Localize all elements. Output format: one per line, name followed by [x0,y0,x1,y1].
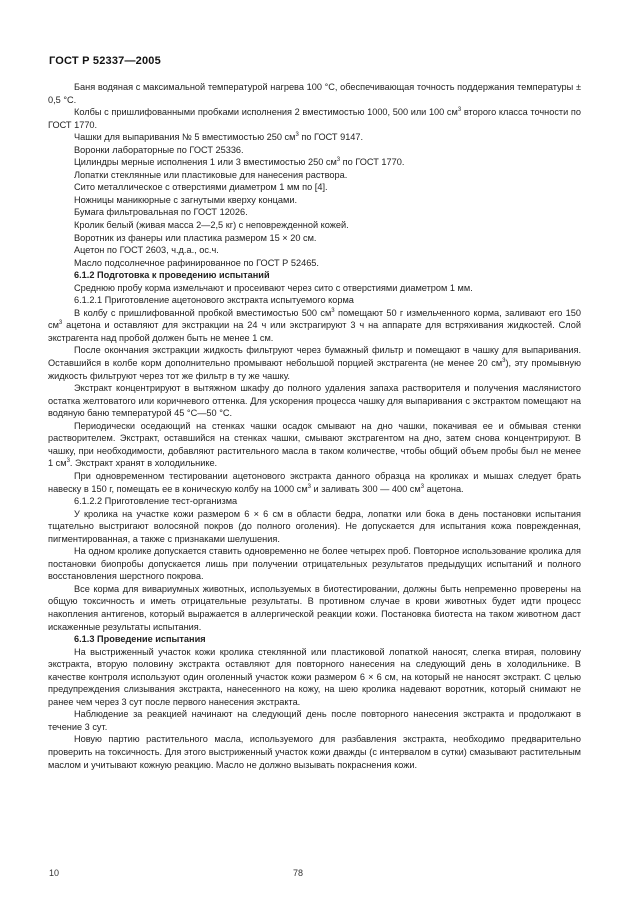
paragraph: Масло подсолнечное рафинированное по ГОСТ Р 52465. [74,257,319,268]
paragraph: На одном кролике допускается ставить одновременно не более четырех проб. Повторное использование кролика для постановки биопробы допускается лишь при получении отрицательных результатов предыдущих испытаний и полного восстановления шерстного покрова. [48,546,581,582]
paragraph: Экстракт концентрируют в вытяжном шкафу до полного удаления запаха растворителя и получения маслянистого остатка желтоватого или коричневого оттенка. Для ускорения процесса чашку для выпаривания с экстрактом помещают на водяную баню температурой 45 °С—50 °С. [48,383,581,419]
section-heading: 6.1.2 Подготовка к проведению испытаний [74,270,270,281]
paragraph: Баня водяная с максимальной температурой нагрева 100 °С, обеспечивающая точность поддержания температуры ± 0,5 °С. [48,82,581,105]
paragraph: На выстриженный участок кожи кролика стеклянной или пластиковой лопаткой наносят, слегка втирая, половину экстракта, вторую половину экстракта оставляют для повторного нанесения на следующий день в холодильнике. В качестве контроля используют один оголенный участок кожи размером 6 × 6 см, на который не наносят экстракт. С целью предупреждения слизывания экстракта, нанесенного на кожу, на шею кролика надевают воротник, который снимают не ранее чем через 3 сут после первого нанесения экстракта. [48,646,581,707]
paragraph: 6.1.2.1 Приготовление ацетонового экстракта испытуемого корма [74,295,354,306]
paragraph: Сито металлическое с отверстиями диаметром 1 мм по [4]. [74,182,328,193]
paragraph: При одновременном тестировании ацетонового экстракта данного образца на кроликах и мышах следует брать навеску в 150 г, помещать ее в коническую колбу на 1000 $см^3$ и заливать 300 — 400 $см^3$ ацетона. [48,470,581,494]
paragraph: 6.1.2.2 Приготовление тест-организма [74,496,238,507]
paragraph: Чашки для выпаривания № 5 вместимостью 250 $см^3$ по ГОСТ 9147. [74,132,364,143]
paragraph: Бумага фильтровальная по ГОСТ 12026. [74,207,248,218]
paragraph: Среднюю пробу корма измельчают и просеивают через сито с отверстиями диаметром 1 мм. [74,282,473,293]
paragraph: Новую партию растительного масла, используемого для разбавления экстракта, необходимо предварительно проверить на токсичность. Для этого выстриженный участок кожи дважды (с интервалом в сутки) смазывают растительным маслом и учитывают кожную реакцию. Масло не должно вызывать покраснения кожи. [48,734,581,770]
paragraph: Воронки лабораторные по ГОСТ 25336. [74,144,244,155]
paragraph: Ножницы маникюрные с загнутыми кверху концами. [74,194,298,205]
paragraph: Наблюдение за реакцией начинают на следующий день после повторного нанесения экстракта и продолжают в течение 3 сут. [48,709,581,732]
document-body [48,81,581,771]
section-heading: 6.1.3 Проведение испытания [74,634,206,645]
paragraph: Лопатки стеклянные или пластиковые для нанесения раствора. [74,169,348,180]
paragraph: В колбу с пришлифованной пробкой вместимостью 500 $см^3$ помещают 50 г измельченного корма, заливают его 150 $см^3$ ацетона и оставляют для экстракции на 24 ч или экстрагируют 3 ч на аппарате для встряхивания жидкостей. Слой экстрагента над пробой должен быть не менее 1 см. [48,307,582,343]
page-number: 10 [49,868,60,878]
document-header: ГОСТ Р 52337—2005 [49,55,161,67]
paragraph: Все корма для вивариумных животных, используемых в биотестировании, должны быть непременно проверены на общую токсичность и иметь отрицательные результаты. В противном случае в крови животных будет идти процесс накопления антигенов, который выражается в аллергической реакции кожи. Постановка биотеста на таком животном даст искаженные результаты испытания. [48,583,581,632]
paragraph: Периодически оседающий на стенках чашки осадок смывают на дно чашки, покачивая ее и обмывая стенки растворителем. Экстракт, оставшийся на стенках чашки, смывают экстрагентом на дно, затем снова концентрируют. В чашку, при необходимости, добавляют растительного масла в таком количестве, чтобы общий объем пробы был не менее 1 $см^3$. Экстракт хранят в холодильнике. [48,420,581,469]
sheet-number: 78 [293,868,304,878]
paragraph: Ацетон по ГОСТ 2603, ч.д.а., ос.ч. [74,245,219,256]
paragraph: Цилиндры мерные исполнения 1 или 3 вместимостью 250 $см^3$ по ГОСТ 1770. [74,157,405,168]
paragraph: Колбы с пришлифованными пробками исполнения 2 вместимостью 1000, 500 или 100 $см^3$ второго класса точности по ГОСТ 1770. [48,107,581,130]
paragraph: Кролик белый (живая масса 2—2,5 кг) с неповрежденной кожей. [74,220,349,231]
paragraph: После окончания экстракции жидкость фильтруют через бумажный фильтр и помещают в чашку для выпаривания. Оставшийся в колбе корм дополнительно промывают небольшой порцией экстрагента (не менее 20 $см^3$), эту промывную жидкость фильтруют через тот же фильтр в ту же чашку. [48,345,581,381]
paragraph: У кролика на участке кожи размером 6 × 6 см в области бедра, лопатки или бока в день постановки испытания тщательно выстригают волосяной покров (до полного оголения). Не допускается для испытания кожа поврежденная, пигментированная, а также с признаками шелушения. [48,508,581,544]
paragraph: Воротник из фанеры или пластика размером 15 × 20 см. [74,232,317,243]
